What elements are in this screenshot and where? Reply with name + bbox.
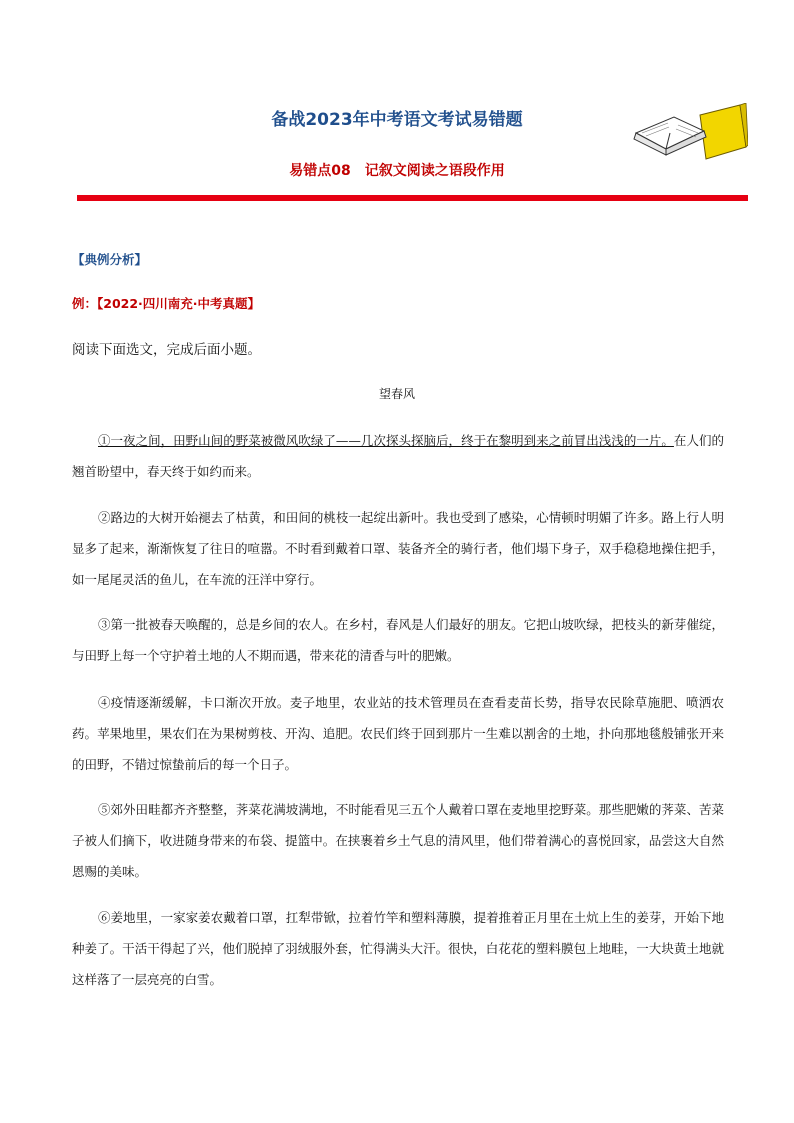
page-title: 备战2023年中考语文考试易错题 — [271, 110, 523, 130]
open-book-icon — [628, 103, 748, 165]
paragraph-6: ⑥姜地里，一家家姜农戴着口罩，扛犁带锨，拉着竹竿和塑料薄膜，提着推着正月里在土炕上生的姜芽，开始下地种姜了。干活干得起了兴，他们脱掉了羽绒服外套，忙得满头大汗。很快，白花花的塑料膜包上地畦，一大块黄土地就这样落了一层亮亮的白雪。 — [72, 910, 724, 987]
instruction-text: 阅读下面选文，完成后面小题。 — [72, 342, 261, 358]
example-label: 例：【2022·四川南充·中考真题】 — [72, 296, 261, 311]
header-divider — [77, 195, 748, 201]
page-subtitle: 易错点08 记叙文阅读之语段作用 — [289, 163, 505, 179]
paragraph-1 — [72, 425, 724, 487]
paragraph-3: ③第一批被春天唤醒的，总是乡间的农人。在乡村，春风是人们最好的朋友。它把山坡吹绿，把枝头的新芽催绽，与田野上每一个守护着土地的人不期而遇，带来花的清香与叶的肥嫩。 — [72, 617, 724, 663]
paragraph-1-rest: 在人们的翘首盼望中，春天终于如约而来。 — [72, 433, 724, 479]
section-label: 【典例分析】 — [72, 252, 148, 267]
paragraph-2: ②路边的大树开始褪去了枯黄，和田间的桃枝一起绽出新叶。我也受到了感染，心情顿时明媚了许多。路上行人明显多了起来，渐渐恢复了往日的喧嚣。不时看到戴着口罩、装备齐全的骑行者，他们塌下身子，双手稳稳地操住把手，如一尾尾灵活的鱼儿，在车流的汪洋中穿行。 — [72, 510, 724, 587]
passage-title: 望春风 — [378, 387, 415, 401]
underlined-sentence: ①一夜之间，田野山间的野菜被微风吹绿了——几次探头探脑后，终于在黎明到来之前冒出浅浅的一片。 — [98, 433, 674, 448]
paragraph-4: ④疫情逐渐缓解，卡口渐次开放。麦子地里，农业站的技术管理员在查看麦苗长势，指导农民除草施肥、喷洒农药。苹果地里，果农们在为果树剪枝、开沟、追肥。农民们终于回到那片一生难以割舍的土地，扑向那地毯般铺张开来的田野，不错过惊蛰前后的每一个日子。 — [72, 695, 724, 772]
paragraph-5: ⑤郊外田畦都齐齐整整，荠菜花满坡满地，不时能看见三五个人戴着口罩在麦地里挖野菜。那些肥嫩的荠菜、苦菜子被人们摘下，收进随身带来的布袋、提篮中。在挟裹着乡土气息的清风里，他们带着满心的喜悦回家，品尝这大自然恩赐的美味。 — [72, 802, 724, 879]
